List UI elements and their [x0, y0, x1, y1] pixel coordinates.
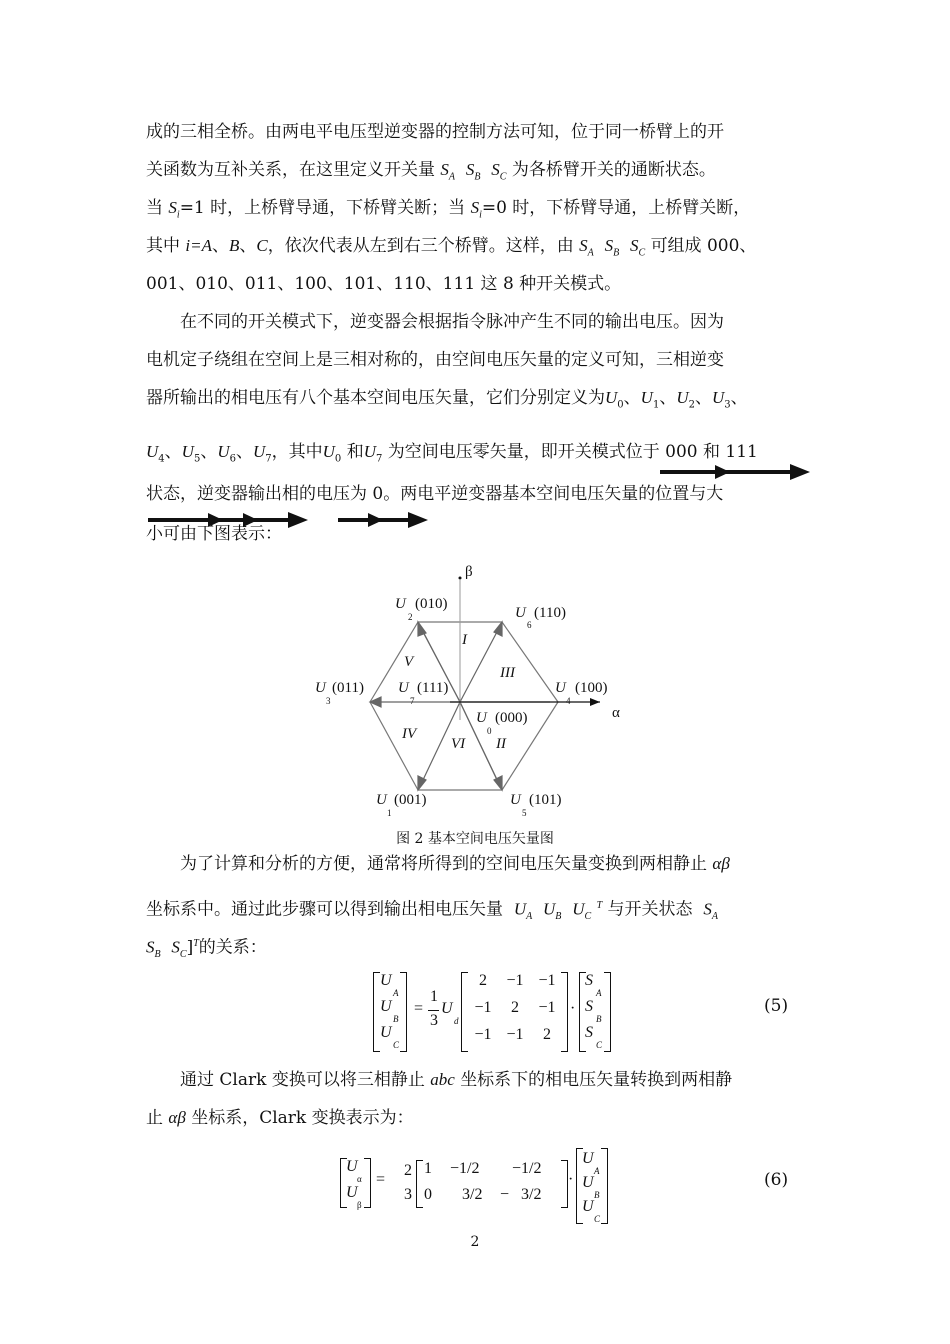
sub-i: i [479, 209, 482, 221]
symbol-s: S [470, 198, 480, 217]
sub-3: 3 [724, 399, 731, 411]
sub-6: 6 [229, 453, 236, 465]
m-cell: −1/2 [512, 1160, 542, 1177]
symbol-s: S [579, 236, 588, 255]
sub-c: C [638, 247, 646, 259]
text: 、 [239, 236, 257, 256]
sub-5: 5 [193, 453, 201, 465]
symbol-u: U [363, 442, 376, 461]
u7-label: (111) [417, 680, 449, 696]
sub-0: 0 [334, 453, 342, 465]
bracket [461, 972, 468, 1052]
eq6-ub-sub: B [594, 1190, 600, 1200]
sub-b: B [613, 247, 620, 259]
para2-line3 [146, 386, 748, 417]
u4-symbol: U [555, 680, 566, 696]
para4-line2 [146, 1106, 414, 1130]
eq5-sb: S [585, 998, 593, 1015]
u5-label: (101) [529, 792, 562, 808]
eq6-coef-top: 2 [404, 1162, 412, 1179]
text: 关函数为互补关系，在这里定义开关量 [146, 160, 435, 180]
m-cell: − 3/2 [500, 1186, 542, 1203]
sector-ii-label: II [496, 736, 506, 752]
m-cell: −1 [506, 1026, 524, 1043]
sep: 、 [730, 388, 748, 408]
u4-label: (100) [575, 680, 608, 696]
m-cell: −1 [474, 999, 492, 1016]
m-cell: 2 [511, 999, 519, 1016]
u2-symbol: U [395, 596, 406, 612]
u3-sub: 3 [326, 696, 331, 706]
u7-sub: 7 [410, 696, 415, 706]
text: 坐标系中。通过此步骤可以得到输出相电压矢量 [146, 899, 503, 920]
m-cell: −1 [538, 999, 556, 1016]
text: 器所输出的相电压有八个基本空间电压矢量，它们分别定义为 [146, 388, 605, 408]
eq6-ualpha-sub: α [357, 1174, 362, 1184]
sub-0: 0 [617, 399, 624, 411]
bracket [400, 972, 407, 1052]
para2-line1: 在不同的开关模式下，逆变器会根据指令脉冲产生不同的输出电压。因为 [180, 312, 724, 332]
eq6-coef-bot: 3 [404, 1186, 412, 1203]
para2-line6: 小可由下图表示： [146, 524, 282, 544]
text: 当 [146, 198, 163, 218]
u6-sub: 6 [527, 620, 532, 630]
symbol-s: S [171, 937, 180, 957]
text: 、 [212, 236, 229, 256]
figure-caption: 图 2 基本空间电压矢量图 [396, 831, 554, 847]
bracket [561, 972, 568, 1052]
sub-a: A [711, 911, 718, 923]
eq5-ua: U [380, 972, 392, 989]
sector-i-label: I [462, 632, 467, 648]
u1-symbol: U [376, 792, 387, 808]
para1-line5: 001、010、011、100、101、110、111 这 8 种开关模式。 [146, 274, 622, 294]
sub-i: i [176, 209, 180, 221]
eq5-ud: U [441, 1000, 453, 1017]
symbol-u: U [640, 388, 653, 407]
symbol-u: U [181, 442, 194, 461]
m-cell: 3/2 [462, 1186, 483, 1203]
eq6-ua-sub: A [594, 1166, 600, 1176]
m-cell: −1/2 [450, 1160, 480, 1177]
para3-line3 [146, 932, 267, 967]
text: 为空间电压零矢量，即开关模式位于 000 和 111 [387, 442, 758, 462]
space-vector-diagram [300, 560, 650, 825]
eq6-uc: U [582, 1198, 594, 1215]
eq5-sa: S [585, 972, 593, 989]
overlay-arrow-icon [148, 508, 318, 532]
eq6-ubeta-sub: β [357, 1200, 362, 1210]
u1-label: (001) [394, 792, 427, 808]
symbol-u: U [605, 388, 618, 407]
sub-c: C [179, 949, 187, 961]
text: i=A [185, 236, 212, 255]
eq6-ubeta: U [346, 1184, 358, 1201]
symbol-u: U [513, 899, 527, 919]
text: 和 [346, 442, 364, 462]
u2-sub: 2 [408, 612, 413, 622]
equation-number-6: (6) [764, 1170, 789, 1190]
bracket [373, 972, 380, 1052]
eq5-sc-sub: C [596, 1040, 603, 1050]
overlay-arrow-icon [660, 460, 820, 484]
text: abc [430, 1070, 455, 1089]
sub-2: 2 [688, 399, 695, 411]
symbol-s: S [491, 160, 500, 179]
sector-v-label: V [404, 654, 414, 670]
eq5-sa-sub: A [596, 988, 602, 998]
sub-7: 7 [375, 453, 383, 465]
eq5-uc-sub: C [393, 1040, 400, 1050]
beta-axis-label: β [465, 564, 473, 580]
m-cell: −1 [538, 972, 556, 989]
u6-label: (110) [534, 605, 566, 621]
eq6-ualpha: U [346, 1158, 358, 1175]
text: 其中 [146, 236, 180, 256]
para2-line5: 状态，逆变器输出相的电压为 0。两电平逆变器基本空间电压矢量的位置与大 [146, 484, 724, 504]
symbol-s: S [703, 899, 712, 919]
symbol-s: S [440, 160, 449, 179]
eq6-ua: U [582, 1150, 594, 1167]
sup-t: T [193, 938, 199, 949]
eq5-uc: U [380, 1024, 392, 1041]
eq5-equals: = [414, 1000, 424, 1017]
eq5-ub: U [380, 998, 392, 1015]
eq5-sc: S [585, 1024, 593, 1041]
symbol-u: U [252, 442, 266, 461]
u2-label: (010) [415, 596, 448, 612]
text: 止 [146, 1108, 163, 1128]
u0-label: (000) [495, 710, 528, 726]
m-cell: 0 [424, 1186, 432, 1203]
eq6-ub: U [582, 1174, 594, 1191]
sub-a: A [526, 911, 533, 923]
text: ] [186, 937, 194, 958]
m-cell: −1 [506, 972, 524, 989]
para1-line2 [146, 158, 716, 189]
text: αβ [168, 1108, 186, 1127]
symbol-s: S [146, 937, 155, 957]
text: C [256, 236, 268, 255]
para1-line1: 成的三相全桥。由两电平电压型逆变器的控制方法可知，位于同一桥臂上的开 [146, 122, 724, 142]
sup-t: T [596, 900, 603, 911]
eq5-coef-den: 3 [430, 1012, 438, 1029]
text: 的关系： [198, 937, 267, 958]
u3-label: (011) [332, 680, 364, 696]
sub-a: A [448, 171, 456, 183]
para1-line3 [146, 196, 750, 227]
eq5-ub-sub: B [393, 1014, 399, 1024]
sub-b: B [154, 949, 161, 961]
symbol-u: U [543, 899, 556, 919]
para4-line1 [180, 1068, 732, 1092]
sep: 、 [235, 442, 253, 462]
symbol-s: S [629, 236, 639, 255]
eq6-equals: = [376, 1171, 386, 1188]
sep: 、 [623, 388, 641, 408]
text: =0 时，下桥臂导通，上桥臂关断， [481, 198, 751, 218]
sub-4: 4 [158, 453, 165, 465]
symbol-s: S [604, 236, 614, 255]
eq5-sb-sub: B [596, 1014, 602, 1024]
text: ，其中 [271, 442, 323, 462]
u5-sub: 5 [522, 808, 527, 818]
u0-sub: 0 [487, 726, 492, 736]
symbol-u: U [217, 442, 230, 461]
u5-symbol: U [510, 792, 521, 808]
sep: 、 [659, 388, 677, 408]
sub-b: B [555, 911, 562, 923]
symbol-u: U [146, 442, 159, 461]
para2-line2: 电机定子绕组在空间上是三相对称的，由空间电压矢量的定义可知，三相逆变 [146, 350, 724, 370]
text: 可组成 000、 [650, 236, 757, 256]
bracket [604, 972, 611, 1052]
u6-symbol: U [515, 605, 526, 621]
sep: 、 [694, 388, 712, 408]
symbol-s: S [168, 198, 177, 217]
fraction-bar [428, 1010, 439, 1011]
text: 与开关状态 [607, 899, 693, 920]
sub-1: 1 [652, 399, 660, 411]
u4-sub: 4 [566, 696, 571, 706]
sector-iv-label: IV [402, 726, 417, 742]
eq5-coef-num: 1 [430, 988, 438, 1005]
para3-line1 [180, 852, 730, 876]
sep: 、 [200, 442, 218, 462]
text: 为了计算和分析的方便，通常将所得到的空间电压矢量变换到两相静止 [180, 854, 707, 874]
u0-symbol: U [476, 710, 487, 726]
page-number: 2 [470, 1234, 480, 1250]
symbol-u: U [572, 899, 585, 919]
sub-c: C [584, 911, 592, 923]
m-cell: −1 [474, 1026, 492, 1043]
para1-line4 [146, 234, 756, 265]
eq5-ua-sub: A [393, 988, 399, 998]
bracket [561, 1160, 568, 1208]
text: 为各桥臂开关的通断状态。 [511, 160, 716, 180]
sub-7: 7 [265, 453, 272, 465]
text: 通过 Clark 变换可以将三相静止 [180, 1070, 425, 1090]
symbol-u: U [676, 388, 689, 407]
u7-symbol: U [398, 680, 409, 696]
sub-a: A [587, 247, 594, 259]
equation-number-5: (5) [764, 996, 789, 1016]
sub-b: B [474, 171, 481, 183]
eq6-uc-sub: C [594, 1214, 601, 1224]
text: ，依次代表从左到右三个桥臂。这样，由 [267, 236, 574, 256]
para3-line2 [146, 894, 718, 929]
eq5-ud-sub: d [454, 1016, 459, 1026]
m-cell: 1 [424, 1160, 432, 1177]
sector-iii-label: III [500, 665, 515, 681]
text: 坐标系，Clark 变换表示为： [191, 1108, 414, 1128]
u1-sub: 1 [387, 808, 392, 818]
eq6-dot: · [568, 1171, 574, 1188]
overlay-arrow-icon [338, 508, 438, 532]
bracket [364, 1158, 371, 1208]
symbol-s: S [465, 160, 475, 179]
text: αβ [712, 854, 730, 873]
sub-c: C [499, 171, 507, 183]
text: B [229, 236, 240, 255]
m-cell: 2 [479, 972, 487, 989]
u3-symbol: U [315, 680, 326, 696]
sector-vi-label: VI [451, 736, 466, 752]
text: 坐标系下的相电压矢量转换到两相静 [460, 1070, 733, 1090]
bracket [601, 1148, 608, 1224]
symbol-u: U [322, 442, 335, 461]
m-cell: 2 [543, 1026, 551, 1043]
symbol-u: U [711, 388, 725, 407]
text: =1 时，上桥臂导通，下桥臂关断；当 [179, 198, 466, 218]
eq5-dot: · [570, 1000, 576, 1017]
alpha-axis-label: α [612, 705, 620, 721]
bracket [416, 1160, 423, 1208]
sep: 、 [164, 442, 182, 462]
